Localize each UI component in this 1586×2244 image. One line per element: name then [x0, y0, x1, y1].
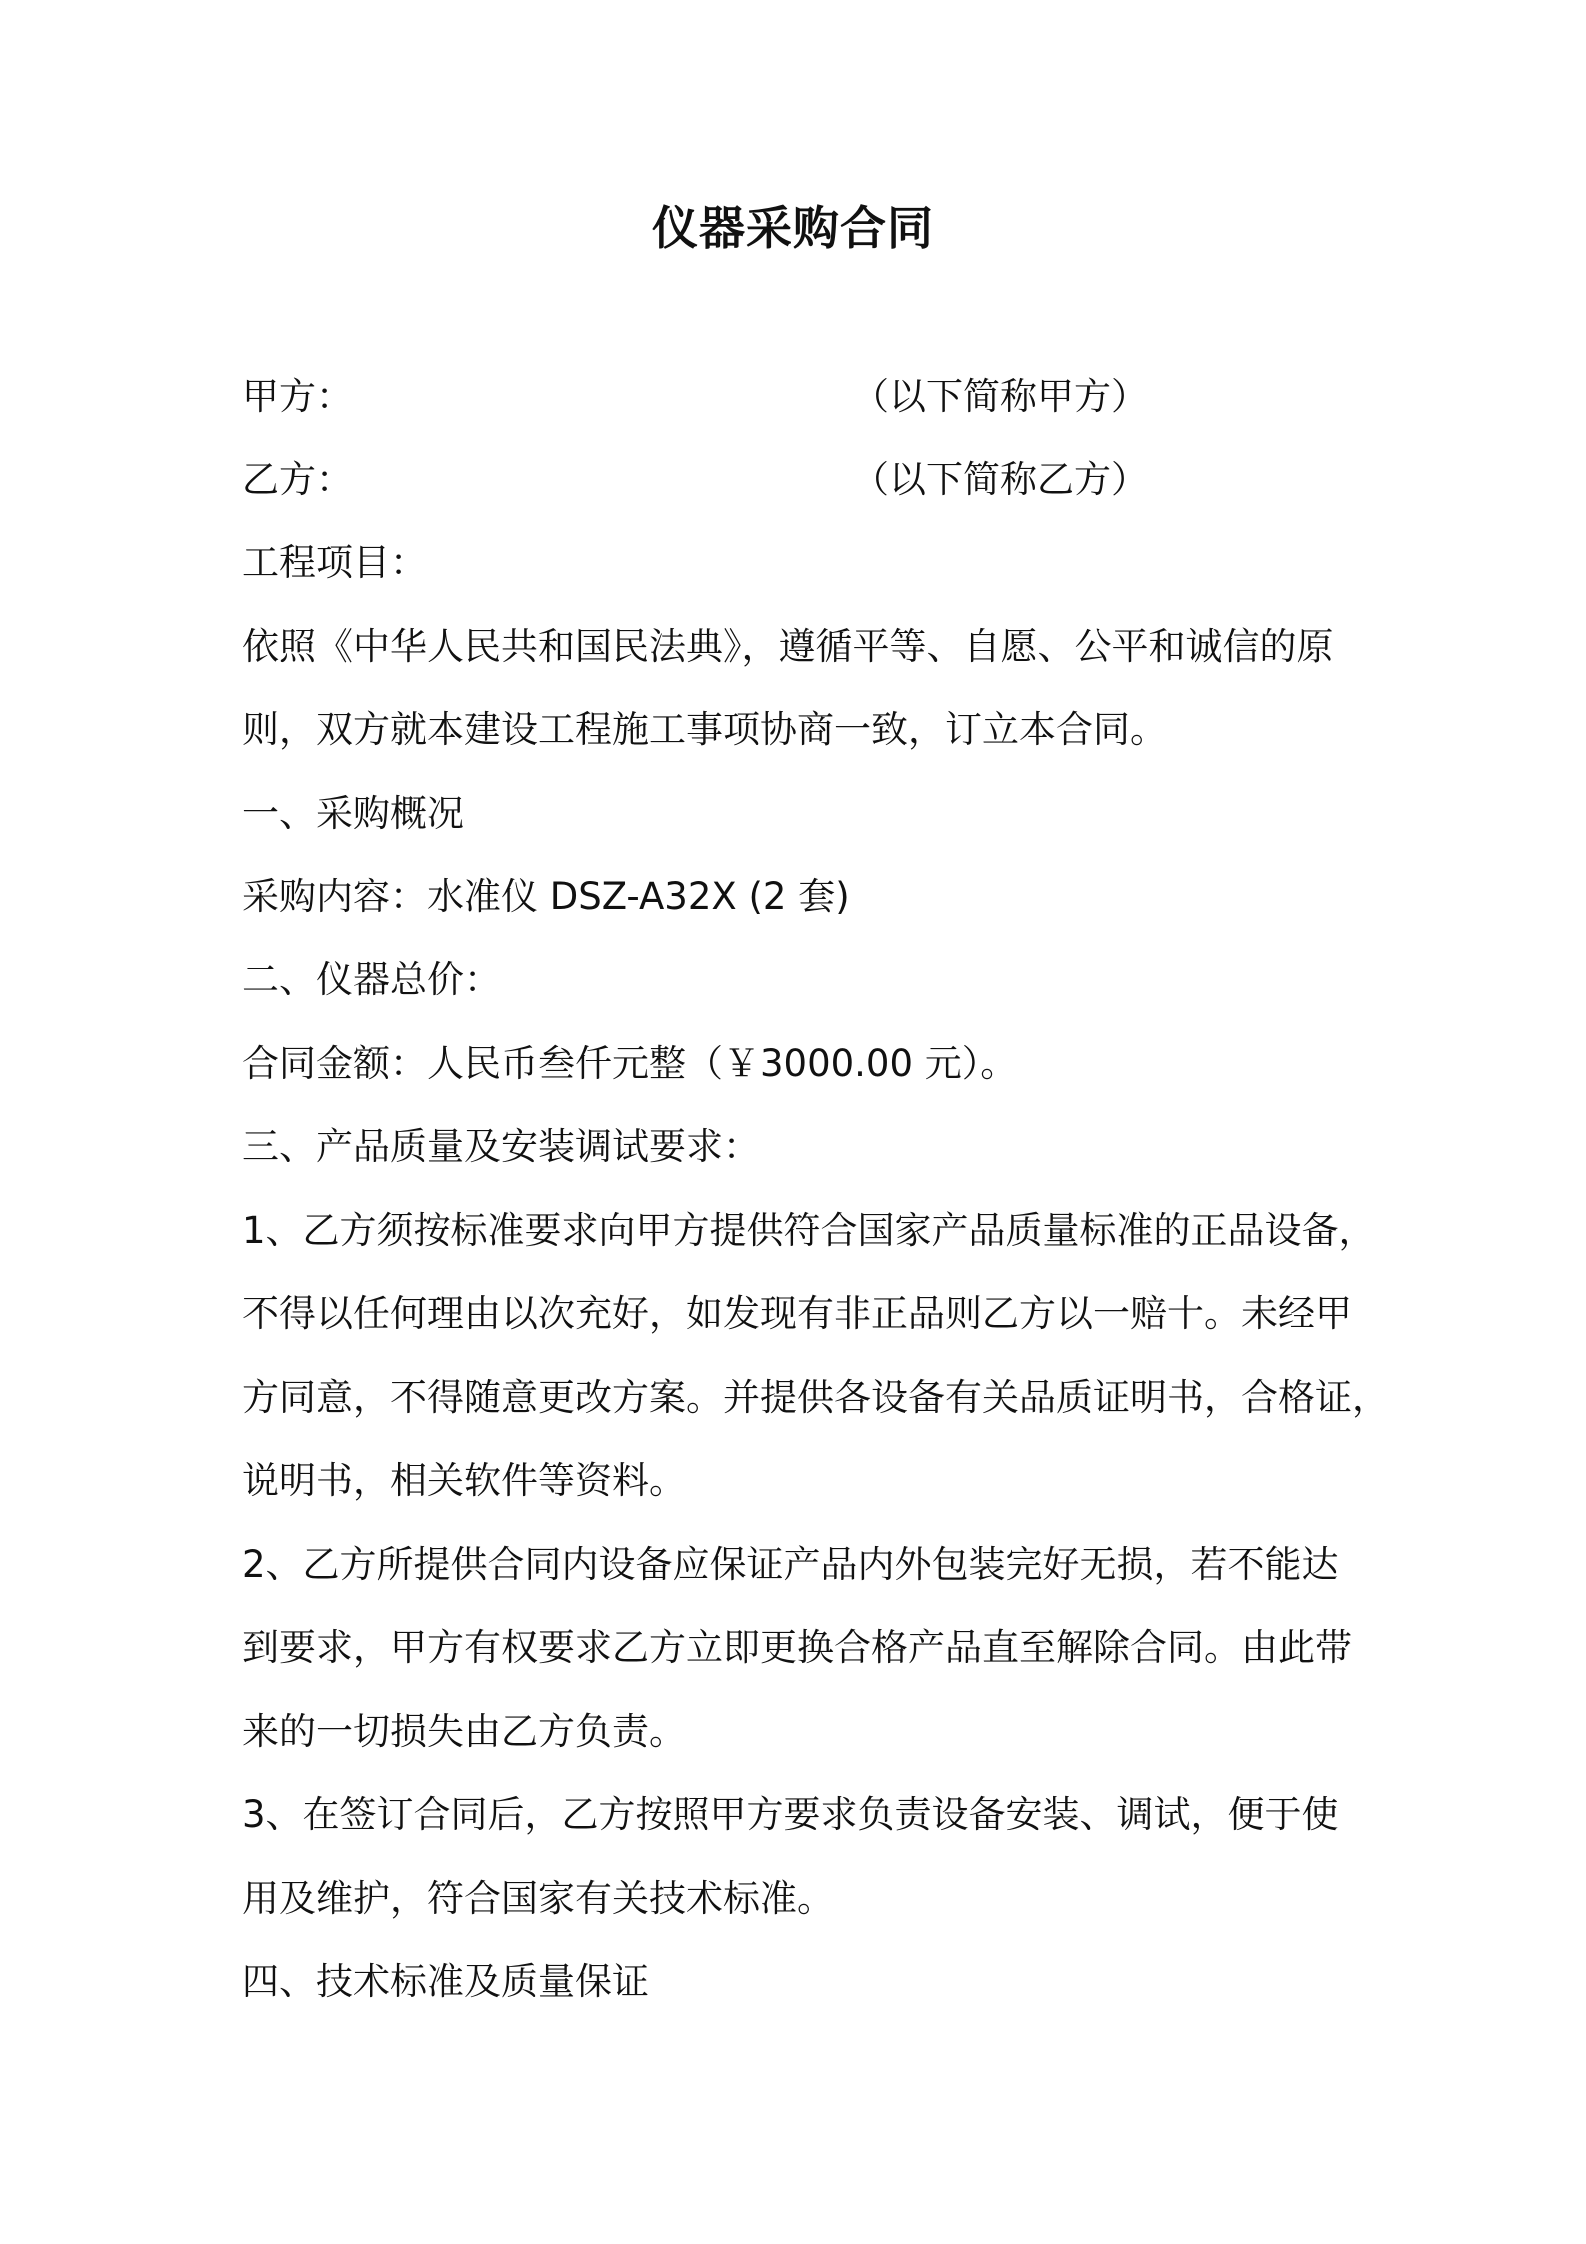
section-content: 采购内容：水准仪 DSZ-A32X (2 套): [242, 875, 850, 918]
section-heading: 四、技术标准及质量保证: [242, 1960, 649, 2003]
clause-line: 不得以任何理由以次充好，如发现有非正品则乙方以一赔十。未经甲: [242, 1292, 1352, 1335]
section-heading: 三、产品质量及安装调试要求：: [242, 1125, 760, 1168]
clause-line: 3、在签订合同后，乙方按照甲方要求负责设备安装、调试，便于使: [242, 1793, 1339, 1836]
document-title: 仪器采购合同: [652, 201, 934, 255]
clause-line: 来的一切损失由乙方负责。: [242, 1710, 686, 1753]
clause-line: 1、乙方须按标准要求向甲方提供符合国家产品质量标准的正品设备，: [242, 1209, 1376, 1252]
clause-line: 2、乙方所提供合同内设备应保证产品内外包装完好无损，若不能达: [242, 1543, 1339, 1586]
clause-line: 用及维护，符合国家有关技术标准。: [242, 1877, 834, 1920]
preamble-line: 则，双方就本建设工程施工事项协商一致，订立本合同。: [242, 708, 1167, 751]
section-heading: 二、仪器总价：: [242, 958, 501, 1001]
party-a-label: 甲方：: [242, 375, 353, 418]
party-b-label: 乙方：: [242, 458, 353, 501]
clause-line: 说明书，相关软件等资料。: [242, 1459, 686, 1502]
party-a-note: （以下简称甲方）: [852, 375, 1148, 418]
preamble-line: 依照《中华人民共和国民法典》，遵循平等、自愿、公平和诚信的原: [242, 625, 1334, 668]
project-label: 工程项目：: [242, 541, 427, 584]
party-b-note: （以下简称乙方）: [852, 458, 1148, 501]
section-heading: 一、采购概况: [242, 792, 464, 835]
clause-line: 到要求，甲方有权要求乙方立即更换合格产品直至解除合同。由此带: [242, 1626, 1352, 1669]
clause-line: 方同意，不得随意更改方案。并提供各设备有关品质证明书，合格证，: [242, 1376, 1389, 1419]
section-content: 合同金额：人民币叁仟元整（￥3000.00 元）。: [242, 1042, 1018, 1085]
